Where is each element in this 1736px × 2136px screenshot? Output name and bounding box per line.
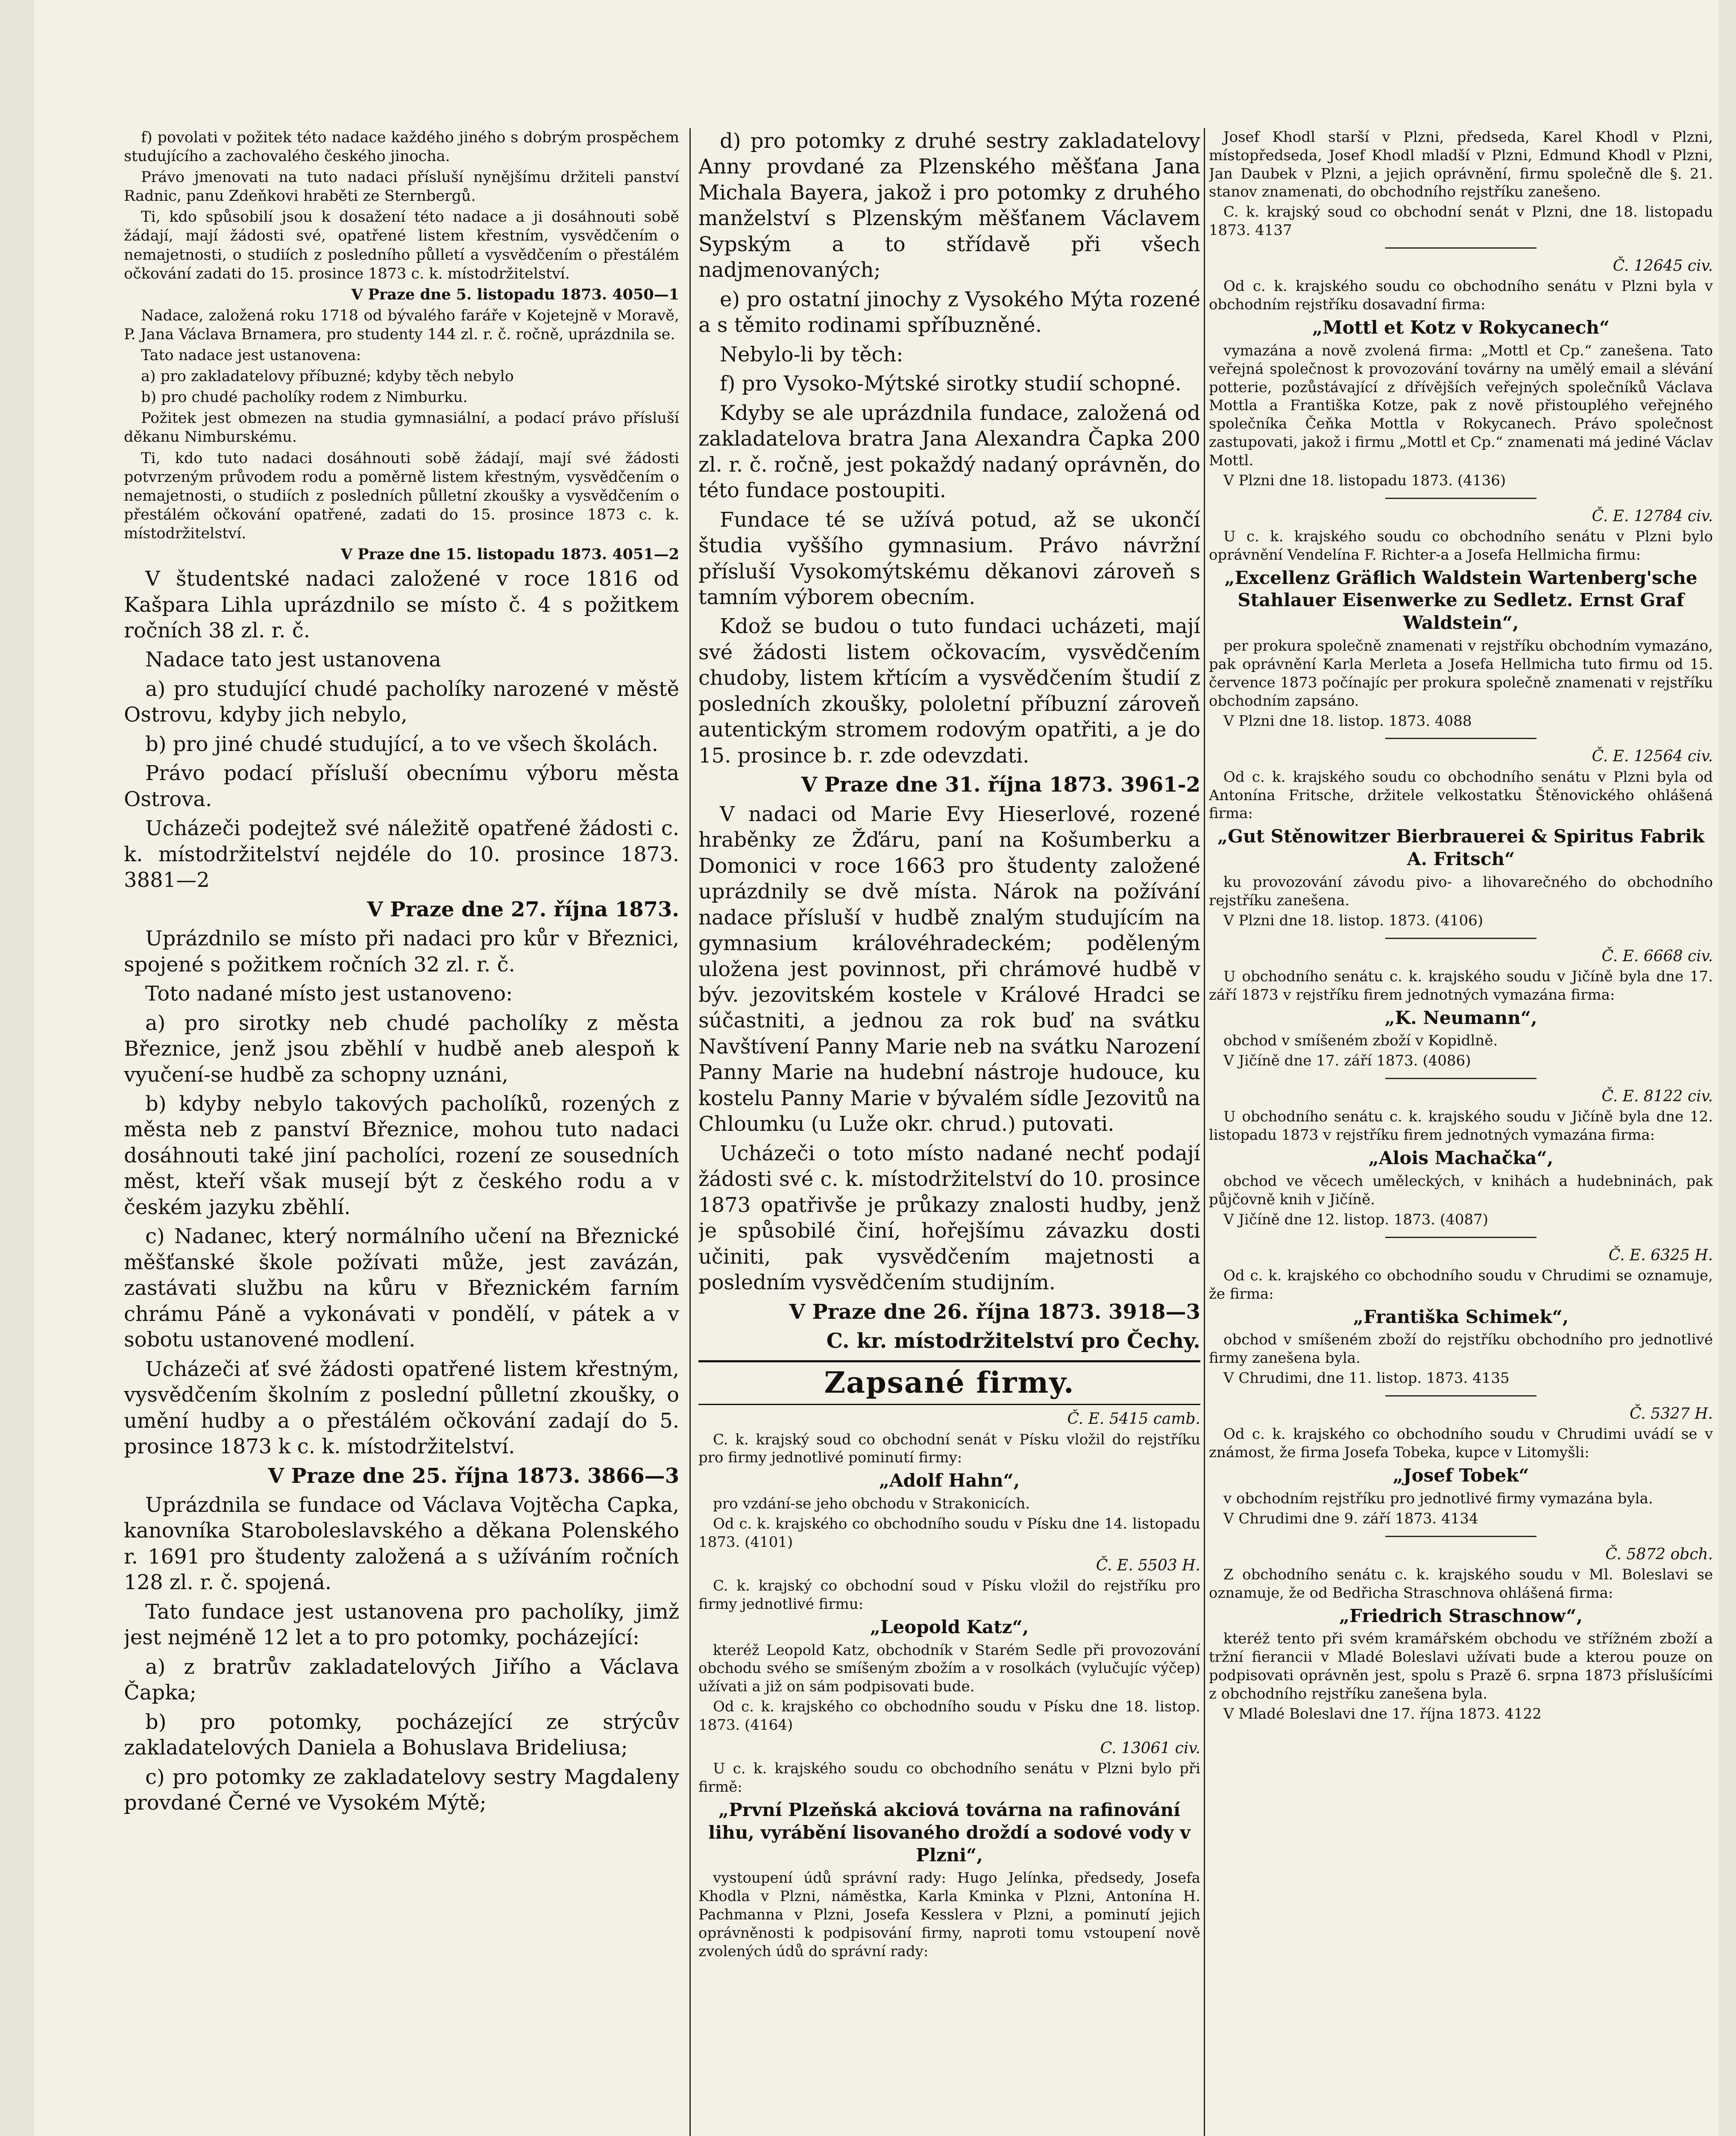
firm-entry xyxy=(698,1739,1200,1961)
notice-date-ref: V Praze dne 26. října 1873. 3918—3 xyxy=(789,1300,1200,1324)
notice-paragraph: Nadace tato jest ustanovena xyxy=(145,648,441,672)
notice-paragraph: b) kdyby nebylo takových pacholíků, rozených z města neb z panství Březnice, mohou tuto nadaci dosáhnouti také jiní pacholíci, rození ze sousedních měst, kteří však musejí být z českého rodu a v českém jazyku zběhlí. xyxy=(124,1091,679,1219)
notice-paragraph: Požitek jest obmezen na studia gymnasiální, a podací právo přísluší děkanu Nimburskému. xyxy=(124,410,679,446)
firm-text: U c. k. krajského soudu co obchodního senátu v Plzni bylo při firmě: xyxy=(698,1760,1200,1796)
firm-body: obchod v smíšeném zboží v Kopidlně. xyxy=(1223,1032,1498,1050)
column-3 xyxy=(1209,128,1713,2136)
notice-paragraph: Ucházeči ať své žádosti opatřené listem křestným, vysvědčením školním z poslední půlletní zkoušky, o umění hudby a o přestálém očkování zadají do 5. prosince 1873 k c. k. místodržitelství. xyxy=(124,1357,679,1459)
notice-paragraph: c) Nadanec, který normálního učení na Březnické měšťanské škole požívati může, jest zavázán, zastávati službu na kůru v Březnickém farním chrámu Páně a vykonávati v pondělí, v pátek a v sobotu ustanovené modlení. xyxy=(124,1224,679,1352)
firm-text: U obchodního senátu c. k. krajského soudu v Jičíně byla dne 17. září 1873 v rejstříku firem jednotných vymazána firma: xyxy=(1209,968,1713,1003)
notice-paragraph: c) pro potomky ze zakladatelovy sestry Magdaleny provdané Černé ve Vysokém Mýtě; xyxy=(124,1765,679,1815)
firm-date: Od c. k. krajského co obchodního soudu v Písku dne 18. listop. 1873. (4164) xyxy=(698,1698,1200,1734)
column-rule-1 xyxy=(689,128,691,2136)
firm-body: pro vzdání-se jeho obchodu v Strakonicích. xyxy=(713,1495,1030,1513)
firm-text: Od c. k. krajského soudu co obchodního senátu v Plzni byla od Antonína Fritsche, držitele velkostatku Štěnovického ohlášená firma: xyxy=(1209,768,1713,822)
notice-paragraph: Ucházeči o toto místo nadané nechť podají žádosti své c. k. místodržitelství do 10. prosince 1873 opatřivše je průkazy znalosti hudby, jenž je spůsobilé činí, hořejšímu závazku dosti učiniti, pak vysvědčením majetnosti a posledním vysvědčením studijním. xyxy=(698,1141,1200,1295)
entry-separator xyxy=(1385,498,1537,499)
column-2 xyxy=(698,128,1200,2115)
notice-date-ref: V Praze dne 31. října 1873. 3961-2 xyxy=(801,773,1200,797)
firm-ref: Č. 5327 H. xyxy=(1629,1405,1713,1423)
firm-body: kteréž tento při svém kramářském obchodu ve střížném zboží a tržní fierancii v Mladé Boleslavi užívati bude a kterou pouze on podpisovati oprávněn jest, spolu s Prazě 6. srpna 1873 příslušícími z obchodního rejstříku zanešena byla. xyxy=(1209,1630,1713,1702)
notice-paragraph: Ti, kdo tuto nadaci dosáhnouti sobě žádají, mají své žádosti potvrzeným průvodem rodu a poměrně listem křestným, vysvědčením o nemajetnosti, o studiích z posledních půlletní zkoušky a vysvědčením o přestálém očkování opatřené, zadati do 15. prosince 1873 c. k. místodržitelství. xyxy=(124,449,679,542)
notice-paragraph: f) pro Vysoko-Mýtské sirotky studií schopné. xyxy=(720,372,1182,396)
firm-body: obchod v smíšeném zboží do rejstříku obchodního pro jednotlivé firmy zanešena byla. xyxy=(1209,1331,1713,1367)
right-margin xyxy=(1719,0,1736,2136)
firm-text: Od c. k. krajského soudu co obchodního senátu v Plzni byla v obchodním rejstříku dosavadní firma: xyxy=(1209,278,1713,314)
notice-paragraph: Ucházeči podejtež své náležitě opatřené žádosti c. k. místodržitelství nejdéle do 10. prosince 1873. 3881—2 xyxy=(124,816,679,892)
notice-date-ref: V Praze dne 15. listopadu 1873. 4051—2 xyxy=(340,545,679,563)
firm-name: „Gut Stěnowitzer Bierbrauerei & Spiritus Fabrik A. Fritsch“ xyxy=(1217,826,1704,870)
entry-separator xyxy=(1385,938,1537,939)
firm-name: „Friedrich Straschnow“, xyxy=(1339,1605,1583,1626)
firm-text: Od c. k. krajského co obchodního soudu v Chrudimi se oznamuje, že firma: xyxy=(1209,1267,1713,1303)
notice-date-ref: V Praze dne 25. října 1873. 3866—3 xyxy=(268,1464,679,1488)
notice-paragraph: Nadace, založená roku 1718 od bývalého faráře v Kojetejně v Moravě, P. Jana Václava Brnamera, pro studenty 144 zl. r. č. ročně, uprázdnila se. xyxy=(124,307,679,343)
firm-ref: Č. E. 6325 H. xyxy=(1608,1246,1713,1264)
firm-text: C. k. krajský co obchodní soud v Písku vložil do rejstříku pro firmy jednotlivé firmu: xyxy=(698,1577,1200,1613)
firm-date: Od c. k. krajského co obchodního soudu v Písku dne 14. listopadu 1873. (4101) xyxy=(698,1515,1200,1551)
notice-paragraph: e) pro ostatní jinochy z Vysokého Mýta rozené a s těmito rodinami spříbuzněné. xyxy=(698,287,1200,337)
firm-date: V Plzni dne 18. listop. 1873. (4106) xyxy=(1223,912,1483,929)
notice-paragraph: Nebylo-li by těch: xyxy=(720,342,903,367)
firm-name: „Leopold Katz“, xyxy=(870,1616,1029,1637)
notice-paragraph: Kdož se budou o tuto fundaci ucházeti, mají své žádosti listem očkovacím, vysvědčením chudoby, listem křtícím a vysvědčením študií z posledních zkoušky, pololetní příbuzní zároveň autentickým stromem rodovým opatřiti, a je do 15. prosince b. r. zde odevzdati. xyxy=(698,614,1200,768)
notice-paragraph: b) pro chudé pacholíky rodem z Nimburku. xyxy=(141,389,468,406)
notice-paragraph: Právo jmenovati na tuto nadaci přísluší nynějšímu držiteli panství Radnic, panu Zdeňkovi hraběti ze Sternbergů. xyxy=(124,169,679,205)
firm-date: C. k. krajský soud co obchodní senát v Plzni, dne 18. listopadu 1873. 4137 xyxy=(1209,203,1713,239)
firm-entry xyxy=(698,1409,1200,1551)
firm-name: „Excellenz Gräflich Waldstein Wartenberg'sche Stahlauer Eisenwerke zu Sedletz. Ernst Graf Waldstein“, xyxy=(1224,567,1698,634)
firm-entry xyxy=(1209,1404,1713,1528)
firm-ref: Č. E. 8122 civ. xyxy=(1601,1088,1713,1106)
firm-date: V Plzni dne 18. listopadu 1873. (4136) xyxy=(1223,472,1506,489)
firm-ref: C. 13061 civ. xyxy=(1100,1739,1200,1757)
notice-date-ref: V Praze dne 27. října 1873. xyxy=(367,897,679,921)
notice-paragraph: Toto nadané místo jest ustanoveno: xyxy=(145,982,513,1006)
notice-paragraph: Uprázdnilo se místo při nadaci pro kůr v Březnici, spojené s požitkem ročních 32 zl. r. č. xyxy=(124,927,679,977)
notices-small xyxy=(124,128,679,564)
notice-paragraph: V študentské nadaci založené v roce 1816 od Kašpara Lihla uprázdnilo se místo č. 4 s požitkem ročních 38 zl. r. č. xyxy=(124,567,679,643)
firm-name: „K. Neumann“, xyxy=(1384,1007,1537,1028)
notice-paragraph: Tato nadace jest ustanovena: xyxy=(141,347,361,364)
firm-text: C. k. krajský soud co obchodní senát v Písku vložil do rejstříku pro firmy jednotlivé pominutí firmy: xyxy=(698,1431,1200,1467)
notices-large xyxy=(124,566,679,1816)
column-1 xyxy=(124,128,679,2136)
section-title: Zapsané firmy. xyxy=(698,1360,1200,1405)
entry-separator xyxy=(1385,1395,1537,1397)
firm-ref: Č. 12645 civ. xyxy=(1613,257,1713,275)
entry-separator xyxy=(1385,247,1537,249)
firm-name: „Alois Machačka“, xyxy=(1368,1147,1554,1169)
firm-entry xyxy=(1209,256,1713,490)
notice-paragraph: V nadaci od Marie Evy Hieserlové, rozené hraběnky ze Žďáru, paní na Košumberku a Domonici v roce 1663 pro študenty založené uprázdnily se dvě místa. Nárok na požívání nadace přísluší v hudbě znalým studujícím na gymnasium královéhradeckém; poděleným uložena jest povinnost, při chrámové hudbě v býv. jezovitském kostele v Králové Hradci se súčastniti, a jednou za rok buď na svátku Navštívení Panny Marie neb na svátku Narození Panny Marie na hudební nástroje hudouce, ku kostelu Panny Marie v bývalém sídle Jezovitů na Chloumku (u Luže okr. chrud.) putovati. xyxy=(698,802,1200,1136)
notices-large xyxy=(698,128,1200,1354)
firm-entry xyxy=(1209,1545,1713,1723)
firm-body: vymazána a nově zvolená firma: „Mottl et Cp.“ zanešena. Tato veřejná společnost k provozování továrny na umělý email a slévání potterie, pozůstávající z dřívějších veřejných společníků Václava Mottla a Františka Kotze, pak z nově přistouplého veřejného společníka Čeňka Mottla v Rokycanech. Právo společnost zastupovati, jakož i firmu „Mottl et Cp.“ znamenati má jediné Václav Mottl. xyxy=(1209,342,1713,469)
notice-date-ref: V Praze dne 5. listopadu 1873. 4050—1 xyxy=(351,285,679,303)
firm-ref: Č. E. 5503 H. xyxy=(1096,1556,1200,1574)
firm-name: „Mottl et Kotz v Rokycanech“ xyxy=(1312,317,1610,338)
firm-ref: Č. E. 12784 civ. xyxy=(1592,507,1713,525)
entry-separator xyxy=(1385,1078,1537,1079)
firm-date: V Chrudimi, dne 11. listop. 1873. 4135 xyxy=(1223,1370,1510,1387)
notice-paragraph: Právo podací přísluší obecnímu výboru města Ostrova. xyxy=(124,761,679,811)
firm-name: „Adolf Hahn“, xyxy=(879,1470,1020,1491)
column-rule-2 xyxy=(1204,128,1205,2136)
firm-body: per prokura společně znamenati v rejstříku obchodním vymazáno, pak oprávnění Karla Merleta a Josefa Hellmicha tuto firmu od 15. července 1873 počínajíc per prokura společně znamenati v rejstříku obchodním zapsáno. xyxy=(1209,637,1713,710)
firm-entry xyxy=(698,1556,1200,1734)
notice-paragraph: d) pro potomky z druhé sestry zakladatelovy Anny provdané za Plzenského měšťana Jana Michala Bayera, jakož i pro potomky z druhého manželství s Plzenským měšťanem Václavem Sypským a to střídavě při všech nadjmenovaných; xyxy=(698,129,1200,282)
firm-body: obchod ve věcech uměleckých, v knihách a hudebninách, pak půjčovně knih v Jičíně. xyxy=(1209,1173,1713,1208)
firm-name: „Františka Schimek“, xyxy=(1353,1306,1569,1327)
firm-body: kteréž Leopold Katz, obchodník v Starém Sedle při provozování obchodu svého se smíšeným zbožím a v rosolkách (vylučujíc výčep) užívati a již on sám podpisovati bude. xyxy=(698,1641,1200,1696)
firm-date: V Jičíně dne 12. listop. 1873. (4087) xyxy=(1223,1211,1488,1228)
entry-separator xyxy=(1385,1237,1537,1238)
entry-separator xyxy=(1385,1536,1537,1537)
firm-entry xyxy=(1209,947,1713,1071)
firm-body: ku provozování závodu pivo- a lihovarečného do obchodního rejstříku zanešena. xyxy=(1209,874,1713,909)
notice-paragraph: b) pro jiné chudé studující, a to ve všech školách. xyxy=(145,732,658,756)
notice-paragraph: a) z bratrův zakladatelových Jiřího a Václava Čapka; xyxy=(124,1655,679,1705)
firm-ref: Č. E. 6668 civ. xyxy=(1601,947,1713,965)
firm-date: V Mladé Boleslavi dne 17. října 1873. 4122 xyxy=(1223,1705,1542,1722)
firm-body: v obchodním rejstříku pro jednotlivé firmy vymazána byla. xyxy=(1223,1490,1653,1507)
firm-text: U c. k. krajského soudu co obchodního senátu v Plzni bylo oprávnění Vendelína F. Richter-a a Josefa Hellmicha firmu: xyxy=(1209,528,1713,563)
firm-text: Od c. k. krajského co obchodního soudu v Chrudimi uvádí se v známost, že firma Josefa Tobeka, kupce v Litomyšli: xyxy=(1209,1426,1713,1461)
notice-paragraph: Fundace té se užívá potud, až se ukončí študia vyššího gymnasium. Právo návržní přísluší Vysokomýtskému děkanovi zároveň s tamním výborem obecním. xyxy=(698,508,1200,609)
firm-entry xyxy=(1209,128,1713,240)
notice-paragraph: Kdyby se ale uprázdnila fundace, založená od zakladatelova bratra Jana Alexandra Čapka 200 zl. r. č. ročně, jest pokaždý nadaný oprávněn, do této fundace postoupiti. xyxy=(698,401,1200,503)
firm-name: „První Plzeňská akciová továrna na rafinování lihu, vyrábění lisovaného droždí a sodové vody v Plzni“, xyxy=(708,1799,1191,1866)
firm-entry xyxy=(1209,747,1713,930)
notice-paragraph: Tato fundace jest ustanovena pro pacholíky, jimž jest nejméně 12 let a to pro potomky, pocházející: xyxy=(124,1599,679,1650)
firm-ref: Č. E. 5415 camb. xyxy=(1067,1410,1200,1428)
firm-entry xyxy=(1209,1087,1713,1229)
firm-text: Z obchodního senátu c. k. krajského soudu v Ml. Boleslavi se oznamuje, že od Bedřicha Straschnova ohlášená firma: xyxy=(1209,1566,1713,1602)
firm-date: V Chrudimi dne 9. září 1873. 4134 xyxy=(1223,1510,1478,1527)
notice-paragraph: a) pro studující chudé pacholíky narozené v městě Ostrovu, kdyby jich nebylo, xyxy=(124,677,679,727)
firm-ref: Č. 5872 obch. xyxy=(1605,1545,1713,1563)
firm-text: Josef Khodl starší v Plzni, předseda, Karel Khodl v Plzni, místopředseda, Josef Khodl mladší v Plzni, Edmund Khodl v Plzni, Jan Daubek v Plzni, a jejich oprávnění, firmu společně dle §. 21. stanov znamenati, do obchodního rejstříku zanešeno. xyxy=(1209,129,1713,201)
firm-date: V Jičíně dne 17. září 1873. (4086) xyxy=(1223,1052,1471,1070)
notice-signature: C. kr. místodržitelství pro Čechy. xyxy=(826,1329,1200,1353)
left-margin xyxy=(0,0,34,2136)
firm-text: U obchodního senátu c. k. krajského soudu v Jičíně byla dne 12. listopadu 1873 v rejstříku firem jednotných vymazána firma: xyxy=(1209,1108,1713,1144)
firm-entry xyxy=(1209,1246,1713,1388)
notice-paragraph: Uprázdnila se fundace od Václava Vojtěcha Capka, kanovníka Staroboleslavského a děkana Polenského r. 1691 pro študenty založená a s užíváním ročních 128 zl. r. č. spojená. xyxy=(124,1493,679,1595)
firm-ref: Č. E. 12564 civ. xyxy=(1592,748,1713,766)
firm-body: vystoupení údů správní rady: Hugo Jelínka, předsedy, Josefa Khodla v Plzni, náměstka, Karla Kminka v Plzni, Antonína H. Pachmanna v Plzni, Josefa Kesslera v Plzni, a pominutí jejich oprávněnosti k podpisování firmy, naproti tomu vstoupení nově zvolených údů do správní rady: xyxy=(698,1869,1200,1960)
notice-paragraph: f) povolati v požitek této nadace každého jiného s dobrým prospěchem studujícího a zachovalého českého jinocha. xyxy=(124,129,679,165)
firm-entry xyxy=(1209,507,1713,731)
notice-paragraph: b) pro potomky, pocházející ze strýcův zakladatelových Daniela a Bohuslava Brideliusa; xyxy=(124,1710,679,1760)
firm-date: V Plzni dne 18. listop. 1873. 4088 xyxy=(1223,712,1472,730)
firm-name: „Josef Tobek“ xyxy=(1393,1464,1529,1486)
notice-paragraph: a) pro sirotky neb chudé pacholíky z města Březnice, jenž jsou zběhlí v hudbě aneb alespoň k vyučení-se hudbě za schopny uznáni, xyxy=(124,1011,679,1087)
entry-separator xyxy=(1385,738,1537,739)
notice-paragraph: Ti, kdo spůsobilí jsou k dosažení této nadace a ji dosáhnouti sobě žádají, mají žádosti své, opatřené listem křestním, vysvědčením o nemajetnosti, o studiích z posledního půlletí a vysvědčením o přestálém očkování zadati do 15. prosince 1873 c. k. místodržitelství. xyxy=(124,208,679,282)
notice-paragraph: a) pro zakladatelovy příbuzné; kdyby těch nebylo xyxy=(141,368,514,385)
